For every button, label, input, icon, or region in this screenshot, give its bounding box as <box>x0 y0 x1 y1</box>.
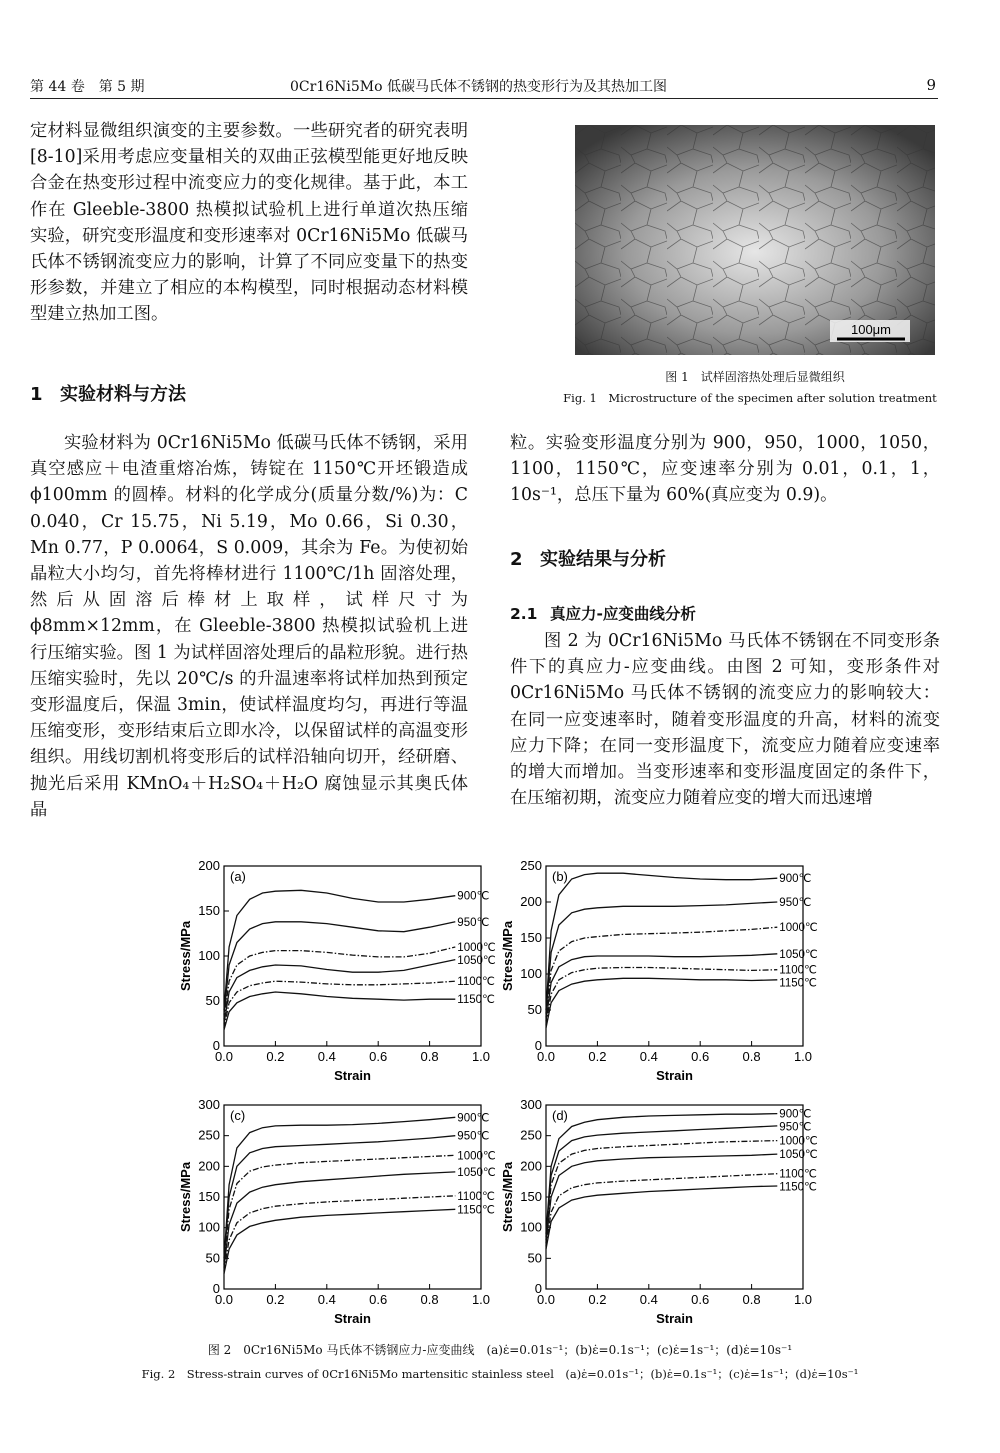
microstructure-image <box>575 125 935 355</box>
series-line <box>224 1172 455 1268</box>
methods-paragraph: 实验材料为 0Cr16Ni5Mo 低碳马氏体不锈钢，采用真空感应＋电渣重熔冶炼，铸锭在 1150℃开坯锻造成 ϕ100mm 的圆棒。材料的化学成分(质量分数/%)为：C 0.040，Cr 15.75，Ni 5.19，Mo 0.66，Si 0.30，Mn 0.77，P 0.0064，S 0.009，其余为 Fe。为使初始晶粒大小均匀，首先将棒材进行 1100℃/1h 固溶处理，然后从固溶后棒材上取样，试样尺寸为 ϕ8mm×12mm，在 Gleeble-3800 热模拟试验机上进行压缩实验。图 1 为试样固溶处理后的晶粒形貌。进行热压缩实验时，先以 20℃/s 的升温速率将试样加热到预定变形温度后，保温 3min，使试样温度均匀，再进行等温压缩变形，变形结束后立即水冷，以保留试样的高温变形组织。用线切割机将变形后的试样沿轴向切开，经研磨、抛光后采用 KMnO₄＋H₂SO₄＋H₂O 腐蚀显示其奥氏体晶 <box>30 433 468 820</box>
x-tick-label: 0.4 <box>639 1292 658 1307</box>
x-axis-label: Strain <box>334 1068 371 1083</box>
series-label: 1000℃ <box>779 1135 818 1148</box>
panel-label: (b) <box>552 869 568 884</box>
y-tick-label: 300 <box>198 1097 220 1112</box>
section-title: 实验材料与方法 <box>60 384 186 405</box>
section-heading-1 <box>30 380 186 406</box>
series-label: 1050℃ <box>457 955 496 967</box>
stress-strain-chart-b <box>500 858 820 1086</box>
x-tick-label: 0.2 <box>266 1292 285 1307</box>
series-label: 950℃ <box>457 1130 490 1143</box>
series-label: 1100℃ <box>779 964 817 977</box>
y-tick-label: 200 <box>198 1158 220 1174</box>
page-number: 9 <box>926 76 936 94</box>
x-tick-label: 0.8 <box>742 1292 761 1307</box>
y-tick-label: 200 <box>520 894 542 909</box>
x-tick-label: 0.0 <box>214 1049 234 1064</box>
x-tick-label: 0.4 <box>317 1292 336 1307</box>
x-tick-label: 0.4 <box>639 1049 658 1064</box>
x-tick-label: 0.0 <box>214 1292 234 1307</box>
results-paragraph: 图 2 为 0Cr16Ni5Mo 马氏体不锈钢在不同变形条件下的真应力-应变曲线。由图 2 可知，变形条件对 0Cr16Ni5Mo 马氏体不锈钢的流变应力的影响较大：在同一应变速率时，随着变形温度的升高，材料的流变应力下降；在同一变形温度下，流变应力随着应变速率的增大而增加。当变形速率和变形温度固定的条件下，在压缩初期，流变应力随着应变的增大而迅速增 <box>510 631 940 809</box>
series-label: 1150℃ <box>457 994 495 1007</box>
plot-frame <box>224 1105 481 1289</box>
y-tick-label: 200 <box>520 1158 542 1174</box>
series-label: 900℃ <box>457 1112 490 1125</box>
x-tick-label: 0.8 <box>742 1049 761 1064</box>
panel-label: (a) <box>230 869 246 884</box>
series-label: 950℃ <box>779 897 812 909</box>
stress-strain-chart-c <box>178 1097 498 1329</box>
y-tick-label: 150 <box>520 1189 542 1204</box>
y-tick-label: 150 <box>520 930 542 945</box>
series-label: 1050℃ <box>457 1166 496 1179</box>
x-tick-label: 0.0 <box>536 1292 556 1307</box>
subsection-title: 真应力-应变曲线分析 <box>550 605 696 623</box>
y-axis-label: Stress/MPa <box>500 1161 515 1233</box>
x-tick-label: 0.8 <box>420 1292 439 1307</box>
series-label: 1150℃ <box>457 1204 495 1217</box>
x-tick-label: 0.6 <box>691 1049 710 1064</box>
series-line <box>224 890 455 1010</box>
panel-label: (d) <box>552 1108 568 1123</box>
intro-paragraph: 定材料显微组织演变的主要参数。一些研究者的研究表明[8-10]采用考虑应变量相关的双曲正弦模型能更好地反映合金在热变形过程中流变应力的变化规律。基于此，本工作在 Gleeble-3800 热模拟试验机上进行单道次热压缩实验，研究变形温度和变形速率对 0Cr16Ni5Mo 低碳马氏体不锈钢流变应力的影响，计算了不同应变量下的热变形参数，并建立了相应的本构模型，同时根据动态材料模型建立热加工图。 <box>30 121 468 325</box>
x-tick-label: 0.8 <box>420 1049 439 1064</box>
y-tick-label: 50 <box>527 1002 542 1017</box>
section-number: 2 <box>510 549 523 570</box>
series-label: 900℃ <box>457 890 490 903</box>
x-tick-label: 1.0 <box>793 1049 813 1064</box>
series-line <box>546 1174 777 1246</box>
series-line <box>224 1209 455 1273</box>
y-tick-label: 50 <box>205 993 220 1008</box>
series-label: 1100℃ <box>457 976 495 989</box>
series-label: 1000℃ <box>779 922 818 935</box>
x-tick-label: 1.0 <box>793 1292 813 1307</box>
y-tick-label: 100 <box>198 1219 220 1235</box>
y-tick-label: 100 <box>520 1219 542 1235</box>
section-heading-2 <box>510 545 666 571</box>
x-tick-label: 1.0 <box>471 1292 491 1307</box>
figure-2-caption-en: Fig. 2 Stress-strain curves of 0Cr16Ni5Mo martensitic stainless steel (a)ε̇=0.01s⁻¹；(b)ε̇=0.1s⁻¹；(c)ε̇=1s⁻¹；(d)ε̇=10s⁻¹ <box>141 1367 859 1381</box>
series-line <box>546 954 777 1021</box>
scale-bar-label: 100μm <box>850 322 892 337</box>
y-tick-label: 50 <box>205 1250 220 1266</box>
x-tick-label: 0.4 <box>317 1049 336 1064</box>
figure-2-caption-cn: 图 2 0Cr16Ni5Mo 马氏体不锈钢应力-应变曲线 (a)ε̇=0.01s⁻¹；(b)ε̇=0.1s⁻¹；(c)ε̇=1s⁻¹；(d)ε̇=10s⁻¹ <box>207 1343 793 1357</box>
y-tick-label: 300 <box>520 1097 542 1112</box>
series-line <box>224 1196 455 1271</box>
series-label: 1100℃ <box>457 1190 495 1203</box>
plot-frame <box>546 866 803 1046</box>
header-rule <box>30 98 938 99</box>
series-line <box>546 927 777 1017</box>
y-tick-label: 0 <box>534 1281 542 1296</box>
series-line <box>224 947 455 1019</box>
series-line <box>224 992 455 1030</box>
series-label: 950℃ <box>457 916 490 929</box>
y-tick-label: 250 <box>520 1127 542 1143</box>
y-tick-label: 0 <box>534 1038 542 1053</box>
subsection-number: 2.1 <box>510 605 538 623</box>
x-axis-label: Strain <box>334 1311 371 1326</box>
series-line <box>224 1155 455 1264</box>
y-tick-label: 250 <box>520 858 542 873</box>
y-tick-label: 0 <box>212 1281 220 1296</box>
series-label: 1000℃ <box>457 1150 496 1163</box>
x-tick-label: 0.2 <box>588 1049 607 1064</box>
series-line <box>546 1126 777 1237</box>
section-number: 1 <box>30 384 43 405</box>
x-tick-label: 0.6 <box>369 1049 388 1064</box>
x-tick-label: 0.0 <box>536 1049 556 1064</box>
y-tick-label: 0 <box>212 1038 220 1053</box>
series-label: 1150℃ <box>779 1181 817 1194</box>
series-label: 1050℃ <box>779 1149 818 1162</box>
x-tick-label: 0.2 <box>588 1292 607 1307</box>
series-label: 950℃ <box>779 1121 812 1134</box>
y-tick-label: 150 <box>198 1189 220 1204</box>
continued-paragraph: 粒。实验变形温度分别为 900，950，1000，1050，1100，1150℃，应变速率分别为 0.01，0.1，1，10s⁻¹，总压下量为 60%(真应变为 0.9)。 <box>510 433 940 506</box>
y-axis-label: Stress/MPa <box>178 920 193 992</box>
series-line <box>546 873 777 1010</box>
x-tick-label: 0.6 <box>691 1292 710 1307</box>
series-line <box>546 1186 777 1249</box>
series-line <box>224 1136 455 1262</box>
stress-strain-chart-a <box>178 858 498 1086</box>
series-line <box>224 981 455 1028</box>
x-axis-label: Strain <box>656 1068 693 1083</box>
y-tick-label: 250 <box>198 1127 220 1143</box>
y-tick-label: 50 <box>527 1250 542 1266</box>
series-label: 1000℃ <box>457 942 496 954</box>
x-tick-label: 0.2 <box>266 1049 285 1064</box>
series-label: 1150℃ <box>779 977 817 990</box>
y-tick-label: 100 <box>198 948 220 963</box>
y-axis-label: Stress/MPa <box>178 1161 193 1233</box>
y-tick-label: 150 <box>198 903 220 918</box>
journal-issue: 第 44 卷 第 5 期 <box>30 79 145 95</box>
series-label: 900℃ <box>779 1108 812 1121</box>
series-line <box>224 960 455 1024</box>
series-line <box>546 978 777 1028</box>
series-line <box>546 968 777 1025</box>
figure-1-caption-cn: 图 1 试样固溶热处理后显微组织 <box>665 370 845 384</box>
x-tick-label: 1.0 <box>471 1049 491 1064</box>
series-label: 900℃ <box>779 873 812 886</box>
y-tick-label: 200 <box>198 858 220 873</box>
subsection-heading-2-1 <box>510 602 696 624</box>
series-label: 1050℃ <box>779 948 818 961</box>
running-title: 0Cr16Ni5Mo 低碳马氏体不锈钢的热变形行为及其热加工图 <box>290 79 667 95</box>
panel-label: (c) <box>230 1108 246 1123</box>
y-axis-label: Stress/MPa <box>500 920 515 992</box>
figure-1-caption-en: Fig. 1 Microstructure of the specimen after solution treatment <box>563 391 937 405</box>
series-label: 1100℃ <box>779 1168 817 1181</box>
x-axis-label: Strain <box>656 1311 693 1326</box>
section-title: 实验结果与分析 <box>540 549 666 570</box>
stress-strain-chart-d <box>500 1097 820 1329</box>
y-tick-label: 100 <box>520 966 542 981</box>
x-tick-label: 0.6 <box>369 1292 388 1307</box>
